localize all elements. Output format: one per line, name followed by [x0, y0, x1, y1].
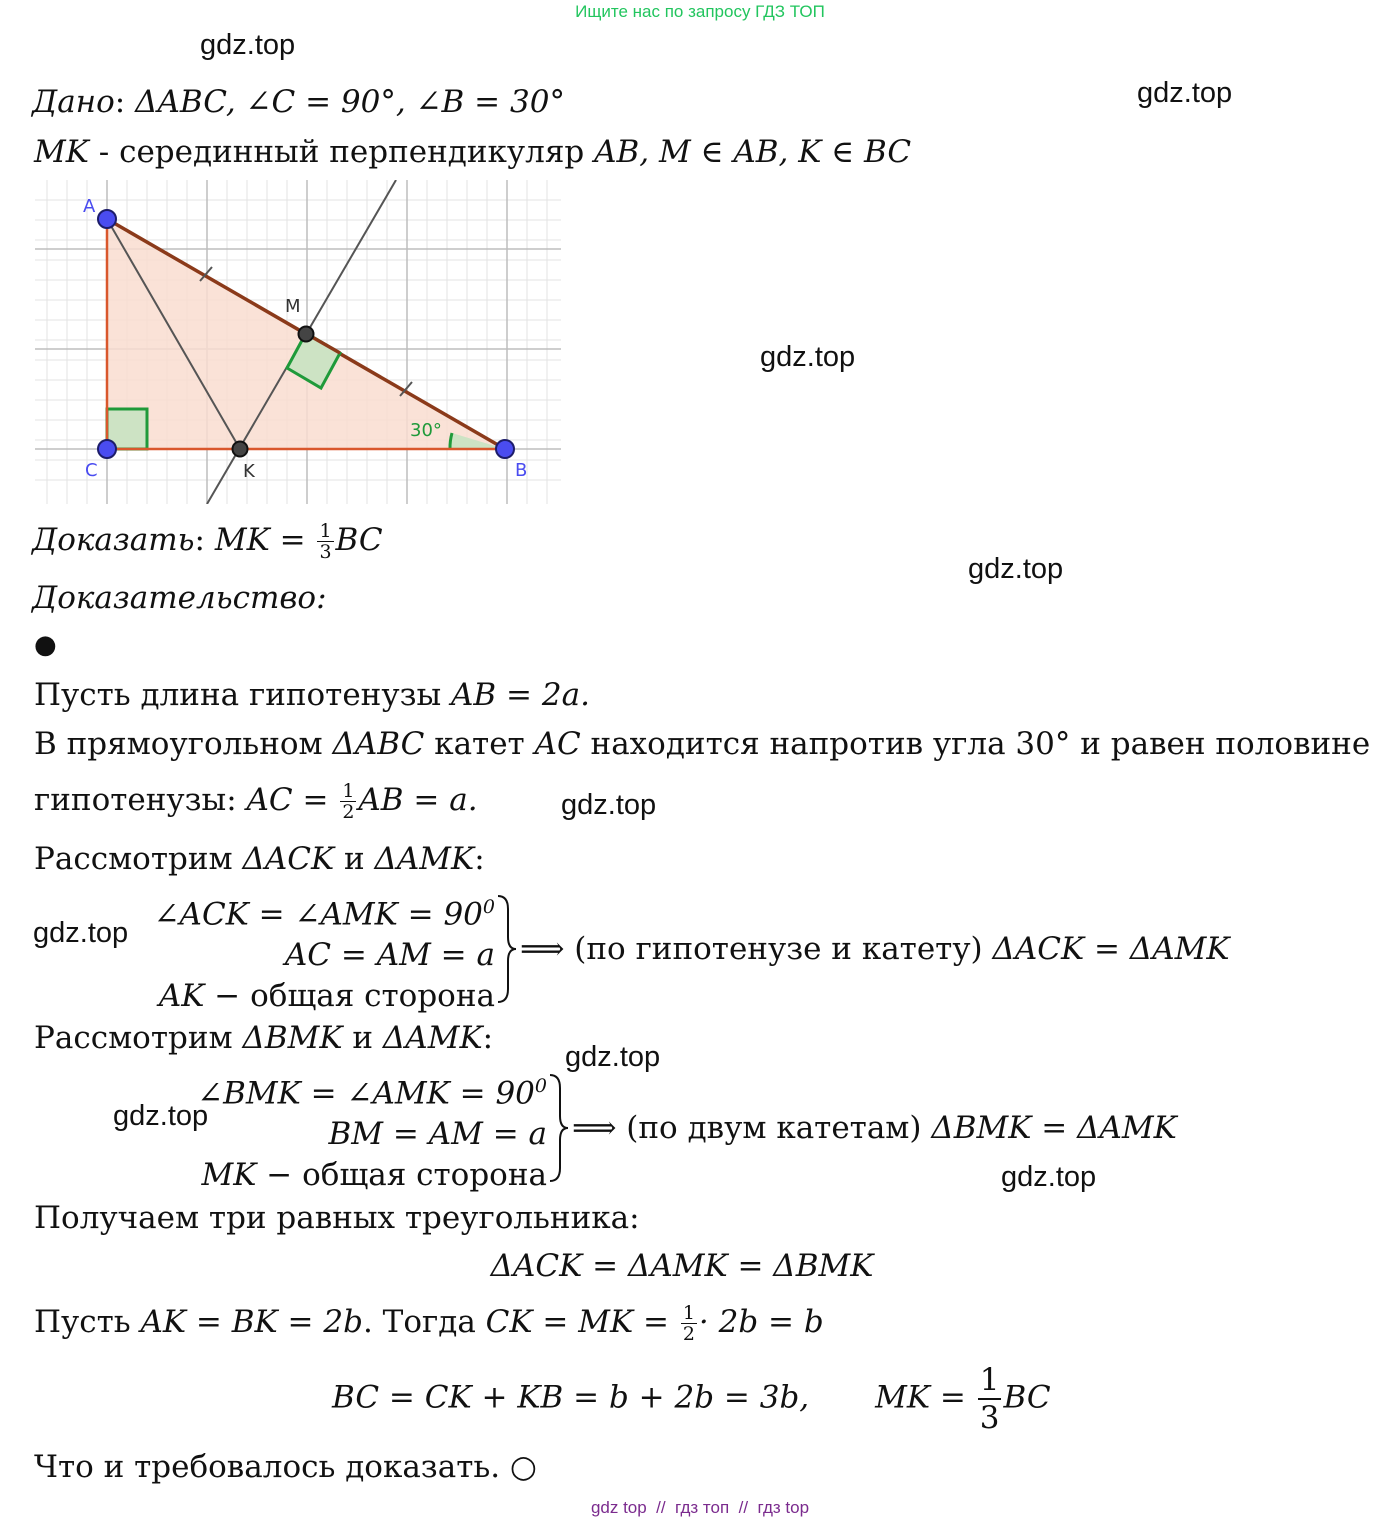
system-2-row-2: BM = AM = a [328, 1116, 547, 1153]
consider-2: Рассмотрим ΔBMK и ΔAMK: [34, 1020, 494, 1056]
proof-line-1: Пусть длина гипотенузы AB = 2a. [34, 677, 590, 713]
proof-line-3: гипотенузы: AC = $\frac{1}{2}$ AB = a. [34, 780, 478, 823]
point-a [98, 210, 116, 228]
let-line: Пусть AK = BK = 2b. Тогда CK = MK = $\frac{1}{2}$ · 2b = b [34, 1302, 824, 1345]
point-c [98, 440, 116, 458]
proof-line-2: В прямоугольном ΔABC катет AC находится напротив угла 30° и равен половине [34, 726, 1371, 762]
label-a: A [83, 196, 96, 217]
label-b: B [515, 460, 528, 481]
watermark: gdz.top [760, 341, 856, 373]
equal-chain: ΔACK = ΔAMK = ΔBMK [490, 1248, 874, 1284]
system-1-conclusion: ⟹ (по гипотенузе и катету) ΔACK = ΔAMK [520, 931, 1230, 967]
system-2-conclusion: ⟹ (по двум катетам) ΔBMK = ΔAMK [572, 1110, 1177, 1146]
system-1 [154, 887, 495, 1017]
point-b [496, 440, 514, 458]
label-c: C [85, 460, 98, 481]
bisector-line: MK - серединный перпендикуляр AB, M ∈ AB, K ∈ BC [34, 134, 912, 170]
point-k [233, 442, 248, 457]
three-equal-text: Получаем три равных треугольника: [34, 1200, 640, 1236]
given-condition: ΔABC, ∠C = 90°, ∠B = 30° [135, 84, 565, 120]
watermark: gdz.top [200, 29, 296, 61]
geometry-figure [35, 180, 561, 504]
top-banner: Ищите нас по запросу ГДЗ ТОП [575, 2, 825, 21]
prove-line: Доказать: MK = $\frac{1}{3}$ BC [32, 520, 383, 563]
watermark: gdz.top [968, 553, 1064, 585]
proof-label: Доказательство: [32, 580, 327, 616]
given-line: Дано: ΔABC, ∠C = 90°, ∠B = 30° [32, 84, 565, 120]
system-2-brace [548, 1072, 570, 1184]
point-m [299, 327, 314, 342]
watermark: gdz.top [561, 789, 657, 821]
label-k: K [243, 461, 255, 482]
system-2-row-1: ∠BMK = ∠AMK = $90^0$ [197, 1075, 547, 1112]
watermark: gdz.top [113, 1100, 209, 1132]
system-1-row-2: AC = AM = a [284, 937, 495, 974]
qed: Что и требовалось доказать. ○ [34, 1449, 537, 1485]
label-m: M [285, 296, 301, 317]
final-formula: BC = CK + KB = b + 2b = 3b, MK = $\frac{1}{3}$ BC [332, 1362, 1051, 1436]
watermark: gdz.top [1001, 1161, 1097, 1193]
system-1-row-1: ∠ACK = ∠AMK = $90^0$ [153, 896, 495, 933]
watermark: gdz.top [565, 1041, 661, 1073]
watermark: gdz.top [1137, 77, 1233, 109]
given-label: Дано [32, 84, 115, 120]
label-angle-30: 30° [410, 420, 442, 441]
prove-label: Доказать [32, 522, 195, 558]
system-1-row-3: AK − общая сторона [158, 978, 495, 1015]
system-1-brace [496, 893, 518, 1005]
watermark: gdz.top [33, 917, 129, 949]
system-2-row-3: MK − общая сторона [201, 1157, 547, 1194]
bullet: ● [34, 630, 57, 660]
consider-1: Рассмотрим ΔACK и ΔAMK: [34, 841, 485, 877]
system-2 [197, 1066, 547, 1196]
footer: gdz top // гдз топ // гдз top [590, 1498, 810, 1517]
